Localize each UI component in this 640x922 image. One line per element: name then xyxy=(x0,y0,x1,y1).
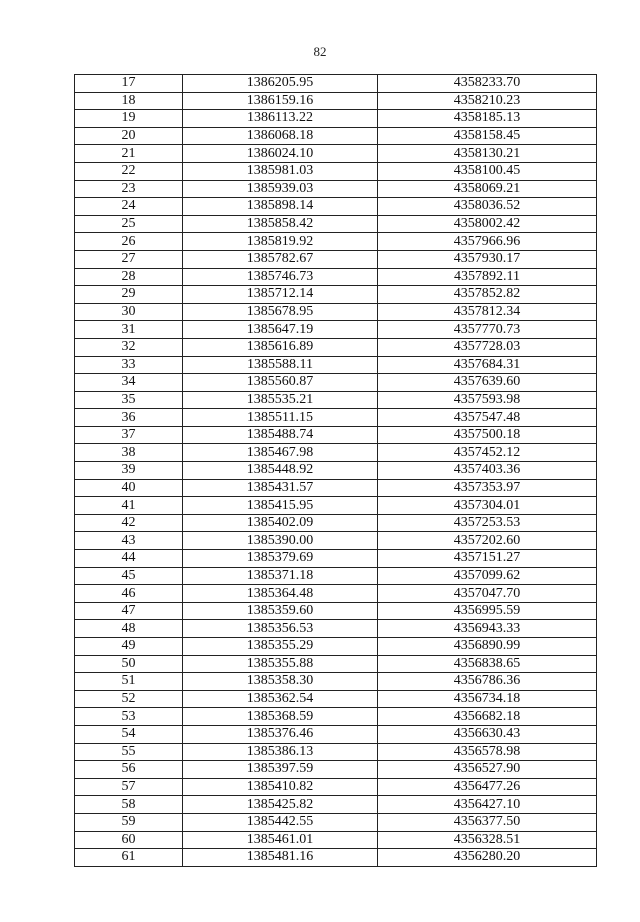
table-row xyxy=(75,655,597,673)
x-coordinate-cell: 1385358.30 xyxy=(183,673,378,691)
coordinates-table-body xyxy=(75,75,597,867)
y-coordinate-cell: 4358036.52 xyxy=(378,198,597,216)
y-coordinate-cell: 4357253.53 xyxy=(378,514,597,532)
x-coordinate-cell: 1385678.95 xyxy=(183,303,378,321)
x-coordinate-cell: 1385355.88 xyxy=(183,655,378,673)
y-coordinate-cell: 4356890.99 xyxy=(378,638,597,656)
point-number-cell: 35 xyxy=(75,391,183,409)
point-number-cell: 44 xyxy=(75,550,183,568)
point-number-cell: 27 xyxy=(75,250,183,268)
point-number-cell: 54 xyxy=(75,725,183,743)
x-coordinate-cell: 1385402.09 xyxy=(183,514,378,532)
x-coordinate-cell: 1385535.21 xyxy=(183,391,378,409)
x-coordinate-cell: 1385819.92 xyxy=(183,233,378,251)
table-row xyxy=(75,338,597,356)
x-coordinate-cell: 1385386.13 xyxy=(183,743,378,761)
y-coordinate-cell: 4358002.42 xyxy=(378,215,597,233)
y-coordinate-cell: 4356734.18 xyxy=(378,690,597,708)
y-coordinate-cell: 4357593.98 xyxy=(378,391,597,409)
y-coordinate-cell: 4358233.70 xyxy=(378,75,597,93)
x-coordinate-cell: 1385371.18 xyxy=(183,567,378,585)
y-coordinate-cell: 4357304.01 xyxy=(378,497,597,515)
point-number-cell: 47 xyxy=(75,602,183,620)
table-row xyxy=(75,462,597,480)
y-coordinate-cell: 4358100.45 xyxy=(378,162,597,180)
x-coordinate-cell: 1385431.57 xyxy=(183,479,378,497)
x-coordinate-cell: 1385359.60 xyxy=(183,602,378,620)
point-number-cell: 17 xyxy=(75,75,183,93)
point-number-cell: 49 xyxy=(75,638,183,656)
point-number-cell: 45 xyxy=(75,567,183,585)
point-number-cell: 46 xyxy=(75,585,183,603)
x-coordinate-cell: 1385461.01 xyxy=(183,831,378,849)
x-coordinate-cell: 1385364.48 xyxy=(183,585,378,603)
point-number-cell: 60 xyxy=(75,831,183,849)
y-coordinate-cell: 4357452.12 xyxy=(378,444,597,462)
point-number-cell: 51 xyxy=(75,673,183,691)
table-row xyxy=(75,303,597,321)
point-number-cell: 50 xyxy=(75,655,183,673)
table-row xyxy=(75,391,597,409)
table-row xyxy=(75,374,597,392)
table-row xyxy=(75,550,597,568)
point-number-cell: 28 xyxy=(75,268,183,286)
y-coordinate-cell: 4356477.26 xyxy=(378,778,597,796)
x-coordinate-cell: 1385746.73 xyxy=(183,268,378,286)
table-row xyxy=(75,620,597,638)
y-coordinate-cell: 4357403.36 xyxy=(378,462,597,480)
x-coordinate-cell: 1385356.53 xyxy=(183,620,378,638)
point-number-cell: 37 xyxy=(75,426,183,444)
x-coordinate-cell: 1385379.69 xyxy=(183,550,378,568)
table-row xyxy=(75,831,597,849)
x-coordinate-cell: 1385616.89 xyxy=(183,338,378,356)
x-coordinate-cell: 1385560.87 xyxy=(183,374,378,392)
y-coordinate-cell: 4357151.27 xyxy=(378,550,597,568)
point-number-cell: 31 xyxy=(75,321,183,339)
y-coordinate-cell: 4356328.51 xyxy=(378,831,597,849)
point-number-cell: 33 xyxy=(75,356,183,374)
x-coordinate-cell: 1386024.10 xyxy=(183,145,378,163)
point-number-cell: 61 xyxy=(75,849,183,867)
x-coordinate-cell: 1386068.18 xyxy=(183,127,378,145)
point-number-cell: 42 xyxy=(75,514,183,532)
table-row xyxy=(75,110,597,128)
table-row xyxy=(75,602,597,620)
table-row xyxy=(75,162,597,180)
x-coordinate-cell: 1385415.95 xyxy=(183,497,378,515)
table-row xyxy=(75,673,597,691)
y-coordinate-cell: 4357812.34 xyxy=(378,303,597,321)
x-coordinate-cell: 1385425.82 xyxy=(183,796,378,814)
point-number-cell: 40 xyxy=(75,479,183,497)
table-row xyxy=(75,725,597,743)
table-row xyxy=(75,796,597,814)
table-row xyxy=(75,426,597,444)
point-number-cell: 29 xyxy=(75,286,183,304)
table-row xyxy=(75,761,597,779)
table-row xyxy=(75,198,597,216)
point-number-cell: 24 xyxy=(75,198,183,216)
y-coordinate-cell: 4356280.20 xyxy=(378,849,597,867)
x-coordinate-cell: 1385939.03 xyxy=(183,180,378,198)
y-coordinate-cell: 4356682.18 xyxy=(378,708,597,726)
x-coordinate-cell: 1385448.92 xyxy=(183,462,378,480)
point-number-cell: 22 xyxy=(75,162,183,180)
x-coordinate-cell: 1385511.15 xyxy=(183,409,378,427)
table-row xyxy=(75,286,597,304)
point-number-cell: 58 xyxy=(75,796,183,814)
point-number-cell: 39 xyxy=(75,462,183,480)
point-number-cell: 56 xyxy=(75,761,183,779)
y-coordinate-cell: 4357852.82 xyxy=(378,286,597,304)
table-row xyxy=(75,690,597,708)
x-coordinate-cell: 1385376.46 xyxy=(183,725,378,743)
table-row xyxy=(75,849,597,867)
point-number-cell: 34 xyxy=(75,374,183,392)
y-coordinate-cell: 4357353.97 xyxy=(378,479,597,497)
point-number-cell: 30 xyxy=(75,303,183,321)
point-number-cell: 52 xyxy=(75,690,183,708)
y-coordinate-cell: 4357684.31 xyxy=(378,356,597,374)
x-coordinate-cell: 1386205.95 xyxy=(183,75,378,93)
x-coordinate-cell: 1385368.59 xyxy=(183,708,378,726)
point-number-cell: 53 xyxy=(75,708,183,726)
x-coordinate-cell: 1385647.19 xyxy=(183,321,378,339)
y-coordinate-cell: 4357892.11 xyxy=(378,268,597,286)
x-coordinate-cell: 1385410.82 xyxy=(183,778,378,796)
table-row xyxy=(75,145,597,163)
x-coordinate-cell: 1386159.16 xyxy=(183,92,378,110)
y-coordinate-cell: 4358158.45 xyxy=(378,127,597,145)
coordinates-table xyxy=(74,74,597,867)
y-coordinate-cell: 4356377.50 xyxy=(378,813,597,831)
y-coordinate-cell: 4357930.17 xyxy=(378,250,597,268)
table-row xyxy=(75,479,597,497)
y-coordinate-cell: 4356786.36 xyxy=(378,673,597,691)
y-coordinate-cell: 4356995.59 xyxy=(378,602,597,620)
point-number-cell: 21 xyxy=(75,145,183,163)
y-coordinate-cell: 4357547.48 xyxy=(378,409,597,427)
table-row xyxy=(75,268,597,286)
point-number-cell: 25 xyxy=(75,215,183,233)
y-coordinate-cell: 4356427.10 xyxy=(378,796,597,814)
table-row xyxy=(75,233,597,251)
x-coordinate-cell: 1385782.67 xyxy=(183,250,378,268)
page-number: 82 xyxy=(313,44,327,59)
point-number-cell: 41 xyxy=(75,497,183,515)
table-row xyxy=(75,75,597,93)
x-coordinate-cell: 1385488.74 xyxy=(183,426,378,444)
table-row xyxy=(75,215,597,233)
x-coordinate-cell: 1385898.14 xyxy=(183,198,378,216)
table-row xyxy=(75,585,597,603)
y-coordinate-cell: 4358185.13 xyxy=(378,110,597,128)
table-row xyxy=(75,532,597,550)
table-row xyxy=(75,444,597,462)
table-row xyxy=(75,180,597,198)
x-coordinate-cell: 1385442.55 xyxy=(183,813,378,831)
y-coordinate-cell: 4356578.98 xyxy=(378,743,597,761)
point-number-cell: 18 xyxy=(75,92,183,110)
point-number-cell: 26 xyxy=(75,233,183,251)
x-coordinate-cell: 1385712.14 xyxy=(183,286,378,304)
table-row xyxy=(75,778,597,796)
point-number-cell: 23 xyxy=(75,180,183,198)
x-coordinate-cell: 1385362.54 xyxy=(183,690,378,708)
point-number-cell: 55 xyxy=(75,743,183,761)
x-coordinate-cell: 1385858.42 xyxy=(183,215,378,233)
y-coordinate-cell: 4357202.60 xyxy=(378,532,597,550)
table-row xyxy=(75,743,597,761)
table-row xyxy=(75,638,597,656)
y-coordinate-cell: 4356630.43 xyxy=(378,725,597,743)
y-coordinate-cell: 4358069.21 xyxy=(378,180,597,198)
x-coordinate-cell: 1386113.22 xyxy=(183,110,378,128)
y-coordinate-cell: 4357047.70 xyxy=(378,585,597,603)
x-coordinate-cell: 1385588.11 xyxy=(183,356,378,374)
point-number-cell: 32 xyxy=(75,338,183,356)
table-row xyxy=(75,497,597,515)
point-number-cell: 48 xyxy=(75,620,183,638)
table-row xyxy=(75,708,597,726)
y-coordinate-cell: 4356943.33 xyxy=(378,620,597,638)
y-coordinate-cell: 4358210.23 xyxy=(378,92,597,110)
y-coordinate-cell: 4357639.60 xyxy=(378,374,597,392)
table-row xyxy=(75,409,597,427)
point-number-cell: 43 xyxy=(75,532,183,550)
table-row xyxy=(75,321,597,339)
y-coordinate-cell: 4357099.62 xyxy=(378,567,597,585)
point-number-cell: 59 xyxy=(75,813,183,831)
x-coordinate-cell: 1385390.00 xyxy=(183,532,378,550)
x-coordinate-cell: 1385467.98 xyxy=(183,444,378,462)
point-number-cell: 38 xyxy=(75,444,183,462)
y-coordinate-cell: 4357770.73 xyxy=(378,321,597,339)
x-coordinate-cell: 1385355.29 xyxy=(183,638,378,656)
y-coordinate-cell: 4357500.18 xyxy=(378,426,597,444)
table-row xyxy=(75,567,597,585)
table-row xyxy=(75,356,597,374)
table-row xyxy=(75,250,597,268)
table-row xyxy=(75,127,597,145)
point-number-cell: 20 xyxy=(75,127,183,145)
x-coordinate-cell: 1385981.03 xyxy=(183,162,378,180)
y-coordinate-cell: 4356527.90 xyxy=(378,761,597,779)
y-coordinate-cell: 4357966.96 xyxy=(378,233,597,251)
table-row xyxy=(75,92,597,110)
x-coordinate-cell: 1385481.16 xyxy=(183,849,378,867)
point-number-cell: 57 xyxy=(75,778,183,796)
x-coordinate-cell: 1385397.59 xyxy=(183,761,378,779)
point-number-cell: 19 xyxy=(75,110,183,128)
point-number-cell: 36 xyxy=(75,409,183,427)
y-coordinate-cell: 4358130.21 xyxy=(378,145,597,163)
table-row xyxy=(75,514,597,532)
table-row xyxy=(75,813,597,831)
y-coordinate-cell: 4357728.03 xyxy=(378,338,597,356)
y-coordinate-cell: 4356838.65 xyxy=(378,655,597,673)
